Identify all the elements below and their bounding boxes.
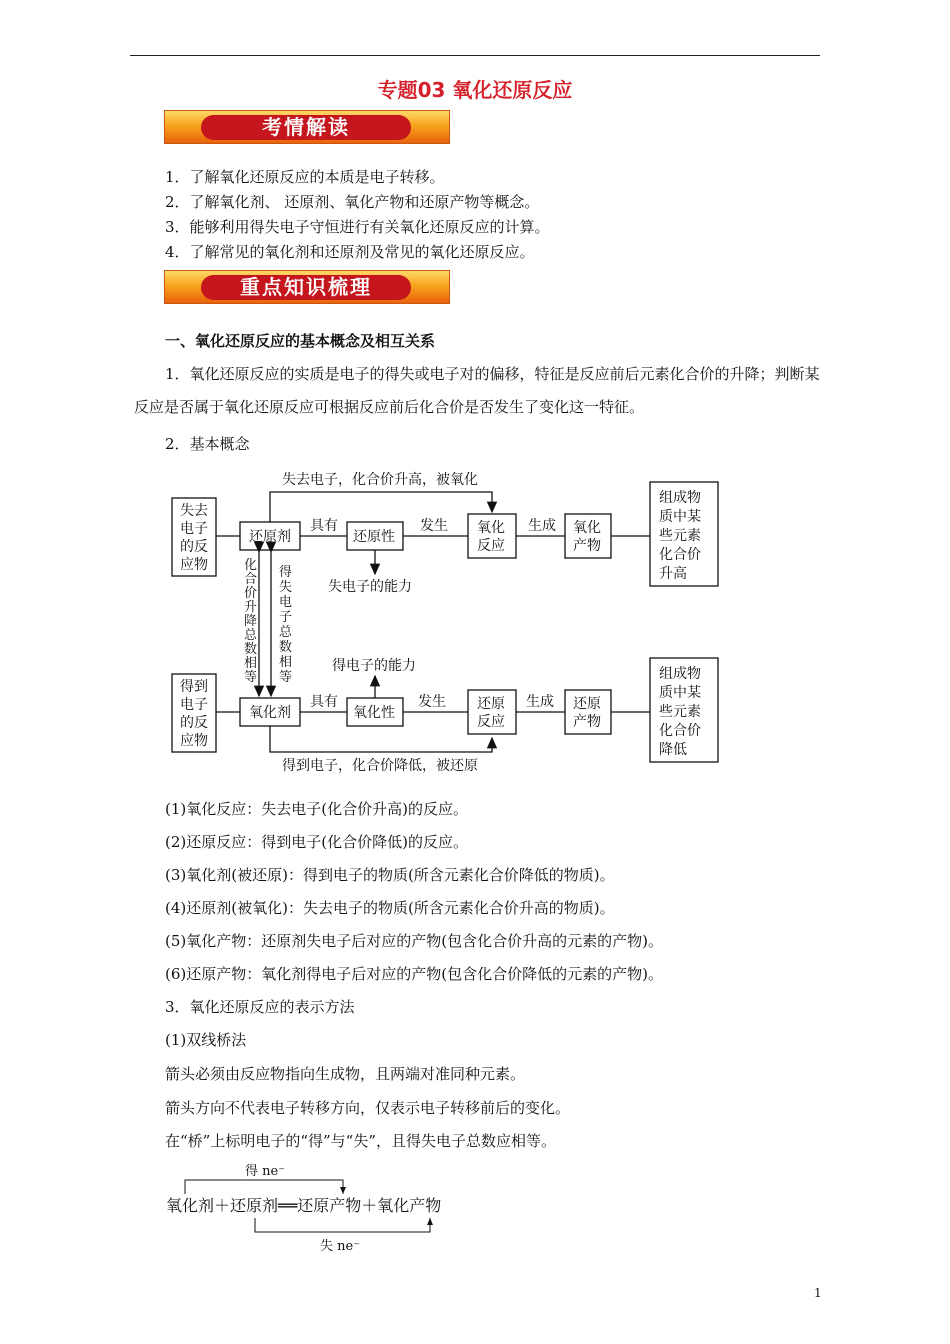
- objective-item: 4．了解常见的氧化剂和还原剂及常见的氧化还原反应。: [165, 243, 535, 261]
- concept-diagram: [160, 458, 730, 778]
- objective-item: 2．了解氧化剂、 还原剂、氧化产物和还原产物等概念。: [165, 193, 540, 211]
- svg-text:数: 数: [244, 642, 258, 657]
- reductant-label: 还原剂: [249, 529, 291, 545]
- definition-item: (5)氧化产物：还原剂失电子后对应的产物(包含化合价升高的元素的产物)。: [165, 932, 663, 950]
- red-reaction-line: 还原: [477, 696, 505, 712]
- top-arc-label: 失去电子，化合价升高，被氧化: [282, 472, 478, 488]
- red-product-line: 产物: [573, 714, 601, 730]
- rule-item: 在“桥”上标明电子的“得”与“失”，且得失电子总数应相等。: [165, 1132, 557, 1150]
- subsection-title: 3．氧化还原反应的表示方法: [165, 998, 355, 1016]
- svg-text:子: 子: [279, 610, 293, 625]
- svg-text:相: 相: [279, 655, 293, 670]
- gain-ability-label: 得电子的能力: [332, 658, 416, 674]
- red-reaction-line: 反应: [477, 714, 505, 730]
- fall-line: 降低: [659, 742, 687, 758]
- method-title: (1)双线桥法: [165, 1031, 247, 1049]
- header-rule: [130, 55, 820, 56]
- svg-text:升: 升: [244, 600, 258, 615]
- has-label: 具有: [310, 518, 338, 534]
- rise-line: 组成物: [659, 490, 701, 506]
- rise-line: 化合价: [659, 547, 701, 563]
- rise-line: 些元素: [659, 528, 701, 544]
- fall-line: 质中某: [659, 685, 701, 701]
- produce-label: 生成: [528, 518, 556, 534]
- page-number: 1: [814, 1286, 822, 1300]
- definition-item: (4)还原剂(被氧化)：失去电子的物质(所含元素化合价升高的物质)。: [165, 899, 615, 917]
- gain-box-line: 的反: [180, 715, 208, 731]
- reducibility-label: 还原性: [353, 529, 395, 545]
- lose-box-line: 电子: [180, 521, 208, 537]
- vertical-right-label: [279, 565, 293, 685]
- ox-product-line: 氧化: [573, 520, 601, 536]
- bottom-arc-label: 得到电子，化合价降低，被还原: [282, 758, 478, 774]
- gain-label: 得 ne⁻: [245, 1164, 286, 1179]
- svg-text:数: 数: [279, 640, 293, 655]
- oxidizability-label: 氧化性: [353, 705, 395, 721]
- ox-product-line: 产物: [573, 538, 601, 554]
- ox-reaction-line: 氧化: [477, 520, 505, 536]
- svg-text:化: 化: [244, 558, 258, 573]
- rise-line: 质中某: [659, 509, 701, 525]
- has-label: 具有: [310, 694, 338, 710]
- fall-line: 化合价: [659, 723, 701, 739]
- objective-item: 1．了解氧化还原反应的本质是电子转移。: [165, 168, 445, 186]
- svg-text:价: 价: [244, 586, 258, 601]
- lose-box-line: 失去: [180, 503, 208, 519]
- svg-text:失: 失: [279, 580, 293, 595]
- occur-label: 发生: [418, 694, 446, 710]
- svg-text:相: 相: [244, 656, 258, 671]
- svg-text:得: 得: [279, 565, 293, 580]
- definition-item: (2)还原反应：得到电子(化合价降低)的反应。: [165, 833, 468, 851]
- double-bridge-diagram: [160, 1158, 480, 1258]
- fall-line: 些元素: [659, 704, 701, 720]
- fall-line: 组成物: [659, 666, 701, 682]
- gain-box-line: 应物: [180, 733, 208, 749]
- banner-exam-analysis: [164, 110, 450, 144]
- lose-ability-label: 失电子的能力: [328, 579, 412, 595]
- ox-reaction-line: 反应: [477, 538, 505, 554]
- definition-item: (6)还原产物：氧化剂得电子后对应的产物(包含化合价降低的元素的产物)。: [165, 965, 663, 983]
- page-title: 专题03 氧化还原反应: [377, 78, 573, 102]
- produce-label: 生成: [526, 694, 554, 710]
- objective-item: 3．能够利用得失电子守恒进行有关氧化还原反应的计算。: [165, 218, 550, 236]
- banner-key-knowledge: [164, 270, 450, 304]
- svg-text:等: 等: [244, 670, 258, 685]
- lose-box-line: 应物: [180, 557, 208, 573]
- banner-label: 重点知识梳理: [201, 275, 411, 300]
- definition-item: (1)氧化反应：失去电子(化合价升高)的反应。: [165, 800, 468, 818]
- gain-box-line: 得到: [180, 679, 208, 695]
- svg-text:等: 等: [279, 670, 293, 685]
- lose-box-line: 的反: [180, 539, 208, 555]
- equation-text: 氧化剂＋还原剂══还原产物＋氧化产物: [166, 1196, 442, 1215]
- svg-text:总: 总: [279, 625, 293, 640]
- red-product-line: 还原: [573, 696, 601, 712]
- section-heading: 一、氧化还原反应的基本概念及相互关系: [165, 332, 436, 350]
- svg-text:合: 合: [244, 572, 258, 587]
- subsection-title: 2．基本概念: [165, 435, 250, 453]
- svg-text:电: 电: [279, 595, 293, 610]
- rule-item: 箭头方向不代表电子转移方向，仅表示电子转移前后的变化。: [165, 1099, 571, 1117]
- banner-label: 考情解读: [201, 115, 411, 140]
- svg-text:降: 降: [244, 614, 258, 629]
- gain-box-line: 电子: [180, 697, 208, 713]
- lose-label: 失 ne⁻: [320, 1239, 361, 1254]
- oxidant-label: 氧化剂: [249, 705, 291, 721]
- svg-text:总: 总: [244, 628, 258, 643]
- rise-line: 升高: [659, 566, 687, 582]
- definition-item: (3)氧化剂(被还原)：得到电子的物质(所含元素化合价降低的物质)。: [165, 866, 615, 884]
- rule-item: 箭头必须由反应物指向生成物，且两端对准同种元素。: [165, 1065, 526, 1083]
- vertical-left-label: [244, 558, 258, 685]
- section-paragraph: 1．氧化还原反应的实质是电子的得失或电子对的偏移，特征是反应前后元素化合价的升降；判断某反应是否属于氧化还原反应可根据反应前后化合价是否发生了变化这一特征。: [134, 365, 820, 416]
- occur-label: 发生: [420, 518, 448, 534]
